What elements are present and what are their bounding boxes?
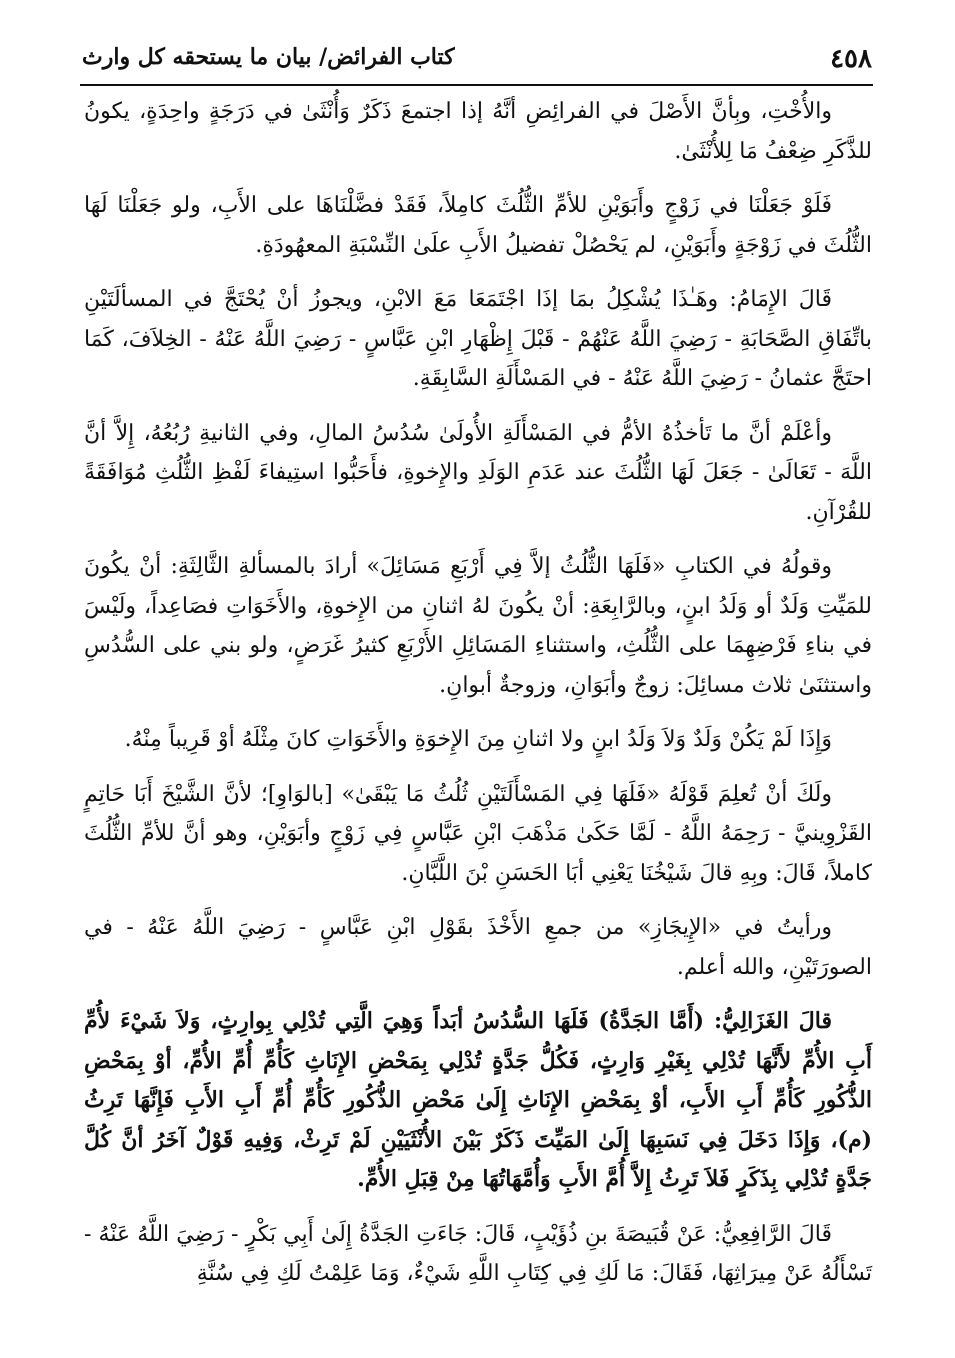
paragraph: فَلَوْ جَعَلْنَا في زَوْجٍ وأَبَوَيْنِ للأمِّ الثُّلُثَ كامِلاً، فَقَدْ فضَّلْنَاهَا على الأَبِ، ولو جَعَلْنَا لَهَا الثُّلُثَ في زَوْجَةٍ وأَبَوَيْنِ، لم يَحْصُلْ تفضيلُ الأَبِ علَىٰ النِّسْبَةِ المعهُودَةِ. [84,193,872,258]
running-title: كتاب الفرائض/ بيان ما يستحقه كل وارث [82,44,455,70]
paragraph: قَالَ الإِمَامُ: وهَـٰذَا يُشْكِلُ بمَا إذَا اجْتَمَعَا مَعَ الابْنِ، ويجوزُ أنْ يُحْتَجَّ في المسألَتَيْنِ باتِّفَاقِ الصَّحَابَةِ - رَضِيَ اللَّهُ عَنْهُمْ - قَبْلَ إِظْهَارِ ابْنِ عَبَّاسٍ - رَضِيَ اللَّهُ عَنْهُ - الخِلاَفَ، كَمَا احتَجَّ عثمانُ - رَضِيَ اللَّهُ عَنْهُ - في المَسْأَلَةِ السَّابِقَةِ. [84,287,872,391]
paragraph: ولَكَ أنْ تُعلِمَ قَوْلَهُ «فَلَهَا فِي المَسْأَلَتَيْنِ ثُلُثُ مَا يَبْقَىٰ» [بالوَاوِ]؛ لأنَّ الشَّيْخَ أَبَا حَاتِمٍ القَزْوِينيَّ - رَحِمَهُ اللَّهُ - لَمَّا حَكَىٰ مَذْهَبَ ابْنِ عَبَّاسٍ فِي زَوْجٍ وأبَوَيْنِ، وهو أنَّ للأمِّ الثُّلُثَ كاملاً، قَالَ: وبِهِ قالَ شَيْخُنَا يَعْنِي أبَا الحَسَنِ بْنَ اللَّبَّانِ. [84,781,872,886]
paragraph: وَإِذَا لَمْ يَكُنْ وَلَدٌ وَلاَ وَلَدُ ابنٍ ولا اثنانِ مِنَ الإِخوَةِ والأَخَوَاتِ كانَ مِثْلَهُ أوْ قَرِيباً مِنْهُ. [124,727,832,752]
page-body [84,92,872,1294]
paragraph: قَالَ الرَّافِعِيُّ: عَنْ قُبَيصَةَ بنِ ذُؤَيْبٍ، قَالَ: جَاءَتِ الجَدَّةُ إِلَىٰ أَبِي بَكْرٍ - رَضِيَ اللَّهُ عَنْهُ - تَسْأَلُهُ عَنْ مِيرَاثِهَا، فَقَالَ: مَا لَكِ فِي كِتَابِ اللَّهِ شَيْءٌ، وَمَا عَلِمْتُ لَكِ فِي سُنَّةِ [84,1221,872,1286]
paragraph: ورأيتُ في «الإِيجَازِ» من جمعِ الأَخْذَ بقَوْلِ ابْنِ عَبَّاسٍ - رَضِيَ اللَّهُ عَنْهُ - في الصورَتَيْنِ، والله أعلم. [84,915,872,980]
paragraph: وأعْلَمْ أنَّ ما تَأخذُهُ الأمُّ في المَسْأَلَةِ الأُولَىٰ سُدُسُ المالِ، وفي الثانيةِ رُبُعُهُ، إِلاَّ أنَّ اللَّهَ - تَعَالَىٰ - جَعَلَ لَهَا الثُّلُثَ عند عَدَمِ الوَلَدِ والإِخوةِ، فأَحَبُّوا استِيفاءَ لَفْظِ الثُّلُثِ مُوَافَقَةً للقُرْآنِ. [84,420,872,525]
page-number: ٤٥٨ [830,44,872,74]
page-header [82,38,872,82]
matn-paragraph: قالَ الغَزَالِيُّ: (أَمَّا الجَدَّةُ) فَلَهَا السُّدُسُ أبَداً وَهِيَ الَّتِي تُدْلِي بِوارِثٍ، وَلاَ شَيْءَ لأُمِّ أَبِ الأُمِّ لأَنَّهَا تُدْلِي بِغَيْرِ وَارِثٍ، فَكُلُّ جَدَّةٍ تُدْلِي بِمَحْضِ الإِنَاثِ كَأُمِّ أُمِّ الأُمِّ، أوْ بِمَحْضِ الذُّكُورِ كَأُمِّ أَبِ الأَبِ، أوْ بِمَحْضِ الإِنَاثِ إِلَىٰ مَحْضِ الذُّكُورِ كَأُمِّ أُمِّ أَبِ الأَبِ فَإِنَّهَا تَرِثُ (م)، وَإِذَا دَخَلَ فِي نَسَبِهَا إِلَىٰ المَيِّتَ ذَكَرٌ بَيْنَ الأُنْثَيَيْنِ لَمْ تَرِثْ، وَفِيهِ قَوْلٌ آخَرُ أنَّ كُلَّ جَدَّةٍ تُدْلِي بِذَكَرٍ فَلاَ تَرِثُ إِلاَّ أُمَّ الأَبِ وَأُمَّهَاتُهَا مِنْ قِبَلِ الأُمِّ. [84,1008,872,1192]
paragraph: والأُخْتِ، وبِأنَّ الأَصْلَ في الفرائِضِ أنَّهُ إذا اجتمعَ ذَكَرٌ وَأُنْثَىٰ في دَرَجَةٍ واحِدَةٍ، يكونُ للذَّكَرِ ضِعْفُ مَا لِلأُنْثَىٰ. [84,99,872,164]
header-divider [80,84,873,86]
paragraph: وقولُهُ في الكتابِ «فَلَهَا الثُّلُثُ إلاَّ فِي أَرْبَعِ مَسَائِلَ» أرادَ بالمسألةِ الثَّالِثَةِ: أنْ يكُونَ للمَيِّتِ وَلَدٌ أو وَلَدُ ابنٍ، وبالرَّابِعَةِ: أنْ يكُونَ لهُ اثنانِ من الإِخوةِ، والأَخَوَاتِ فصَاعِداً، ولَيْسَ في بناءِ فَرْضِهِمَا على الثُّلُثِ، واستثناءِ المَسَائِلِ الأَرْبَعِ كثيرُ غَرَضٍ، ولو بني على السُّدُسِ واستثنَىٰ ثلاث مسائِلَ: زوجٌ وأبَوَانِ، وزوجةٌ أبوانِ. [84,554,872,698]
